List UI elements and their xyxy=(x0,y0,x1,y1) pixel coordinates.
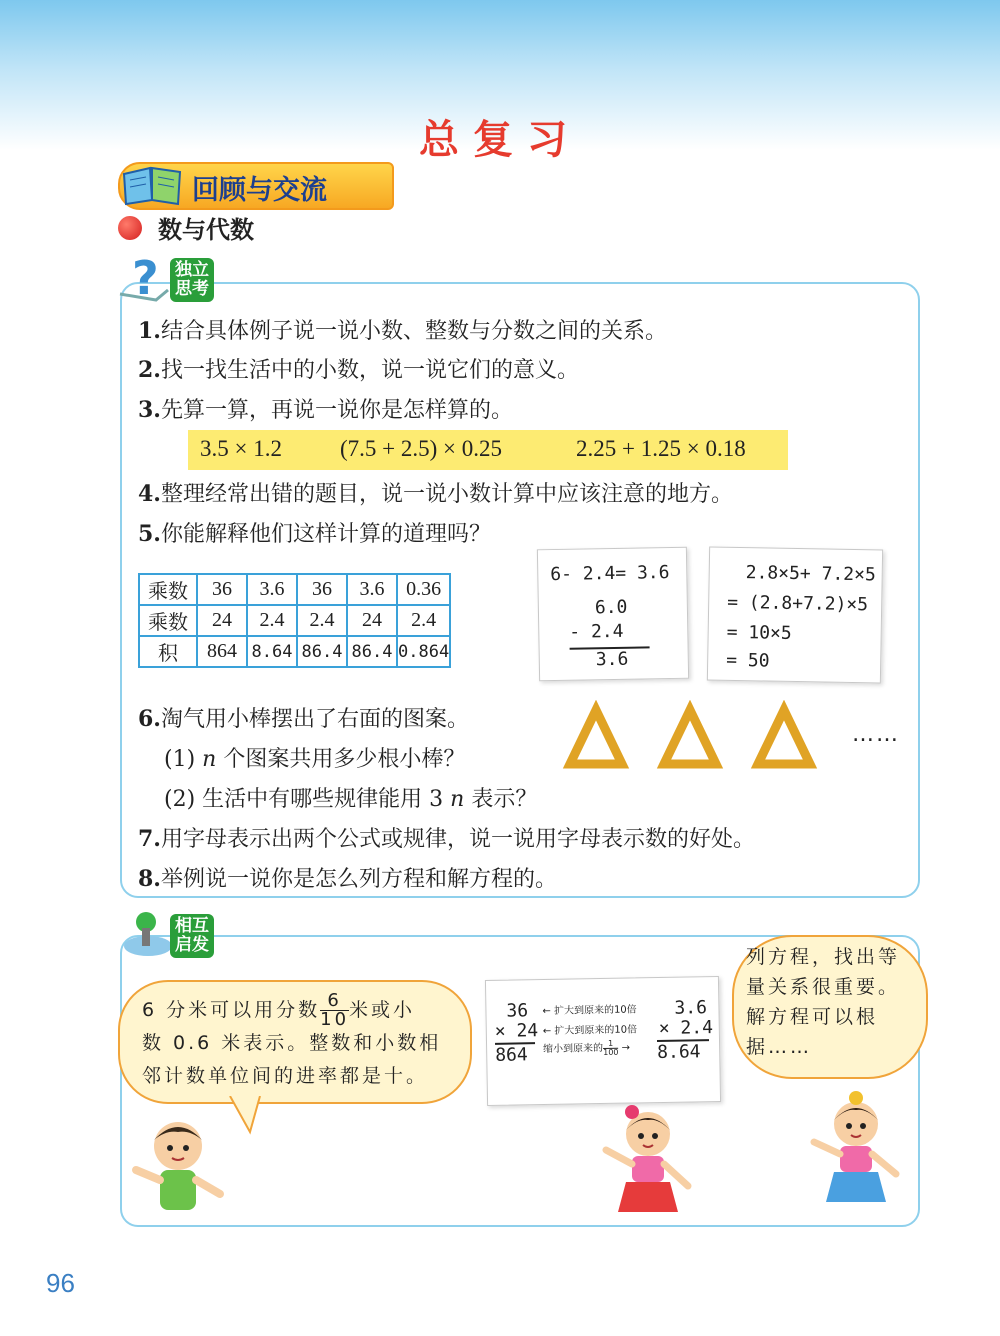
banner-label: 回顾与交流 xyxy=(192,175,327,206)
question-5 xyxy=(138,517,491,548)
note2-line2: = (2.8+7.2)×5 xyxy=(727,591,869,616)
question-6-part-2 xyxy=(164,782,537,813)
stick-triangle-icon xyxy=(664,710,716,764)
table-cell: 86.4 xyxy=(347,636,397,667)
note2-line4: = 50 xyxy=(726,649,770,672)
note3-a1: 36 xyxy=(506,1000,529,1022)
girl-character xyxy=(598,1100,698,1220)
q7-num: 7. xyxy=(138,826,161,852)
bubble-left-l1-post: 米或小 xyxy=(349,999,416,1021)
table-cell: 864 xyxy=(197,636,247,667)
bubble-right-line3: 解方程可以根 xyxy=(746,1006,879,1028)
note3-fraction xyxy=(603,1039,619,1056)
discussion-icon xyxy=(116,906,176,962)
note3-a2: × 24 xyxy=(494,1020,539,1042)
discuss-tag-line2: 启发 xyxy=(175,935,209,955)
q7-text: 用字母表示出两个公式或规律，说一说用字母表示数的好处。 xyxy=(160,827,755,852)
page-title: 总复习 xyxy=(419,117,581,163)
table-row xyxy=(139,636,450,667)
table-row xyxy=(139,605,450,636)
note3-arrow3-label: 缩小到原来的 xyxy=(543,1042,604,1056)
note3-b3: 8.64 xyxy=(657,1041,701,1064)
note3-fraction-den: 100 xyxy=(603,1047,619,1057)
question-6 xyxy=(138,702,469,733)
stick-triangle-icon xyxy=(570,710,622,764)
boy-character xyxy=(128,1110,228,1220)
q4-num: 4. xyxy=(138,481,161,507)
note3-arrow1: ← 扩大到原来的10倍 xyxy=(542,1004,637,1018)
speech-bubble-right xyxy=(732,935,928,1079)
table-cell: 24 xyxy=(347,605,397,636)
bubble-right-line2: 量关系很重要。 xyxy=(746,976,901,998)
table-cell: 2.4 xyxy=(397,605,450,636)
note3-a3: 864 xyxy=(495,1044,528,1066)
note2-line3: = 10×5 xyxy=(726,621,792,644)
stick-triangles xyxy=(560,700,840,774)
bubble-left-l1-pre: 6 分米可以用分数 xyxy=(142,999,321,1021)
section-label: 数与代数 xyxy=(158,216,254,244)
think-tag xyxy=(170,258,214,302)
table-row xyxy=(139,574,450,605)
note-multiplication xyxy=(485,976,721,1106)
question-1 xyxy=(138,314,667,345)
table-cell: 3.6 xyxy=(347,574,397,605)
table-cell: 乘数 xyxy=(139,574,197,605)
svg-text:?: ? xyxy=(132,251,159,305)
table-cell: 2.4 xyxy=(297,605,347,636)
note1-line1: 6- 2.4= 3.6 xyxy=(550,562,670,586)
note1-line4: 3.6 xyxy=(595,648,629,671)
q5-num: 5. xyxy=(138,521,161,547)
question-4 xyxy=(138,477,733,508)
bubble-tail xyxy=(220,1096,280,1136)
q6a-post: 个图案共用多少根小棒？ xyxy=(223,747,466,772)
bubble-left-line1 xyxy=(142,992,415,1029)
q4-text: 整理经常出错的题目，说一说小数计算中应该注意的地方。 xyxy=(160,482,733,507)
expression-3: 2.25 + 1.25 × 0.18 xyxy=(576,436,746,461)
note3-fraction-num: 1 xyxy=(603,1039,618,1048)
q3-text: 先算一算，再说一说你是怎样算的。 xyxy=(160,398,513,423)
note-subtraction xyxy=(537,547,689,682)
page-number: 96 xyxy=(46,1268,75,1298)
note3-arrow1-label: 扩大到原来的10倍 xyxy=(553,1004,637,1017)
discuss-tag xyxy=(170,914,214,958)
think-tag-line2: 思考 xyxy=(175,279,209,299)
q8-text: 举例说一说你是怎么列方程和解方程的。 xyxy=(160,867,557,892)
q6b-post: 表示？ xyxy=(471,787,538,812)
table-cell: 积 xyxy=(139,636,197,667)
table-cell: 24 xyxy=(197,605,247,636)
fraction xyxy=(320,992,349,1029)
fraction-denominator: 10 xyxy=(320,1009,350,1030)
q2-text: 找一找生活中的小数，说一说它们的意义。 xyxy=(160,358,579,383)
continuation-ellipsis: …… xyxy=(852,722,900,747)
think-tag-line1: 独立 xyxy=(175,260,209,280)
note3-b1: 3.6 xyxy=(674,997,708,1019)
bubble-left-line3: 邻计数单位间的进率都是十。 xyxy=(142,1065,429,1087)
table-cell: 36 xyxy=(297,574,347,605)
note3-arrow3: 缩小到原来的 $\frac{1}{100}$ → xyxy=(543,1038,631,1057)
q2-num: 2. xyxy=(138,357,161,383)
note3-b2: × 2.4 xyxy=(658,1017,714,1040)
question-6-part-1 xyxy=(164,742,465,773)
q6b-pre: (2) 生活中有哪些规律能用 3 xyxy=(164,787,444,812)
note3-arrow2-label: 扩大到原来的10倍 xyxy=(554,1024,638,1037)
question-8 xyxy=(138,862,557,893)
table-cell: 36 xyxy=(197,574,247,605)
table-cell: 2.4 xyxy=(247,605,297,636)
table-cell: 86.4 xyxy=(297,636,347,667)
q6-text: 淘气用小棒摆出了右面的图案。 xyxy=(160,707,469,732)
q1-text: 结合具体例子说一说小数、整数与分数之间的关系。 xyxy=(160,319,667,344)
table-cell: 乘数 xyxy=(139,605,197,636)
fraction-numerator: 6 xyxy=(320,992,349,1011)
bubble-right-line1: 列方程，找出等 xyxy=(746,946,901,968)
girl-character xyxy=(806,1090,906,1210)
question-3 xyxy=(138,393,513,424)
speech-bubble-left xyxy=(118,980,472,1104)
question-mark-icon xyxy=(116,250,176,306)
note3-arrow2: ← 扩大到原来的10倍 xyxy=(542,1024,638,1038)
q8-num: 8. xyxy=(138,866,161,892)
note-distributive xyxy=(707,546,883,683)
q1-num: 1. xyxy=(138,318,161,344)
q6a-var: n xyxy=(202,747,217,772)
q6-num: 6. xyxy=(138,706,161,732)
discuss-tag-line1: 相互 xyxy=(175,916,209,936)
note2-line1: 2.8×5+ 7.2×5 xyxy=(745,562,876,586)
q6a-pre: (1) xyxy=(164,747,196,772)
stick-triangle-icon xyxy=(758,710,810,764)
q6b-var: n xyxy=(450,787,465,812)
bubble-right-line4: 据…… xyxy=(746,1036,813,1058)
note1-line2: 6.0 xyxy=(594,596,628,619)
table-cell: 0.36 xyxy=(397,574,450,605)
question-7 xyxy=(138,822,755,853)
open-book-icon xyxy=(118,162,188,208)
multiplication-table xyxy=(138,573,451,668)
note1-line3: - 2.4 xyxy=(569,620,624,643)
expression-1: 3.5 × 1.2 xyxy=(200,436,282,461)
table-cell: 8.64 xyxy=(247,636,297,667)
expression-2: (7.5 + 2.5) × 0.25 xyxy=(340,436,503,461)
bubble-left-line2: 数 0.6 米表示。整数和小数相 xyxy=(142,1032,442,1054)
red-dot-icon xyxy=(118,216,142,240)
q5-text: 你能解释他们这样计算的道理吗？ xyxy=(160,522,491,547)
table-cell: 0.864 xyxy=(397,636,450,667)
question-2 xyxy=(138,353,579,384)
table-cell: 3.6 xyxy=(247,574,297,605)
q3-num: 3. xyxy=(138,397,161,423)
